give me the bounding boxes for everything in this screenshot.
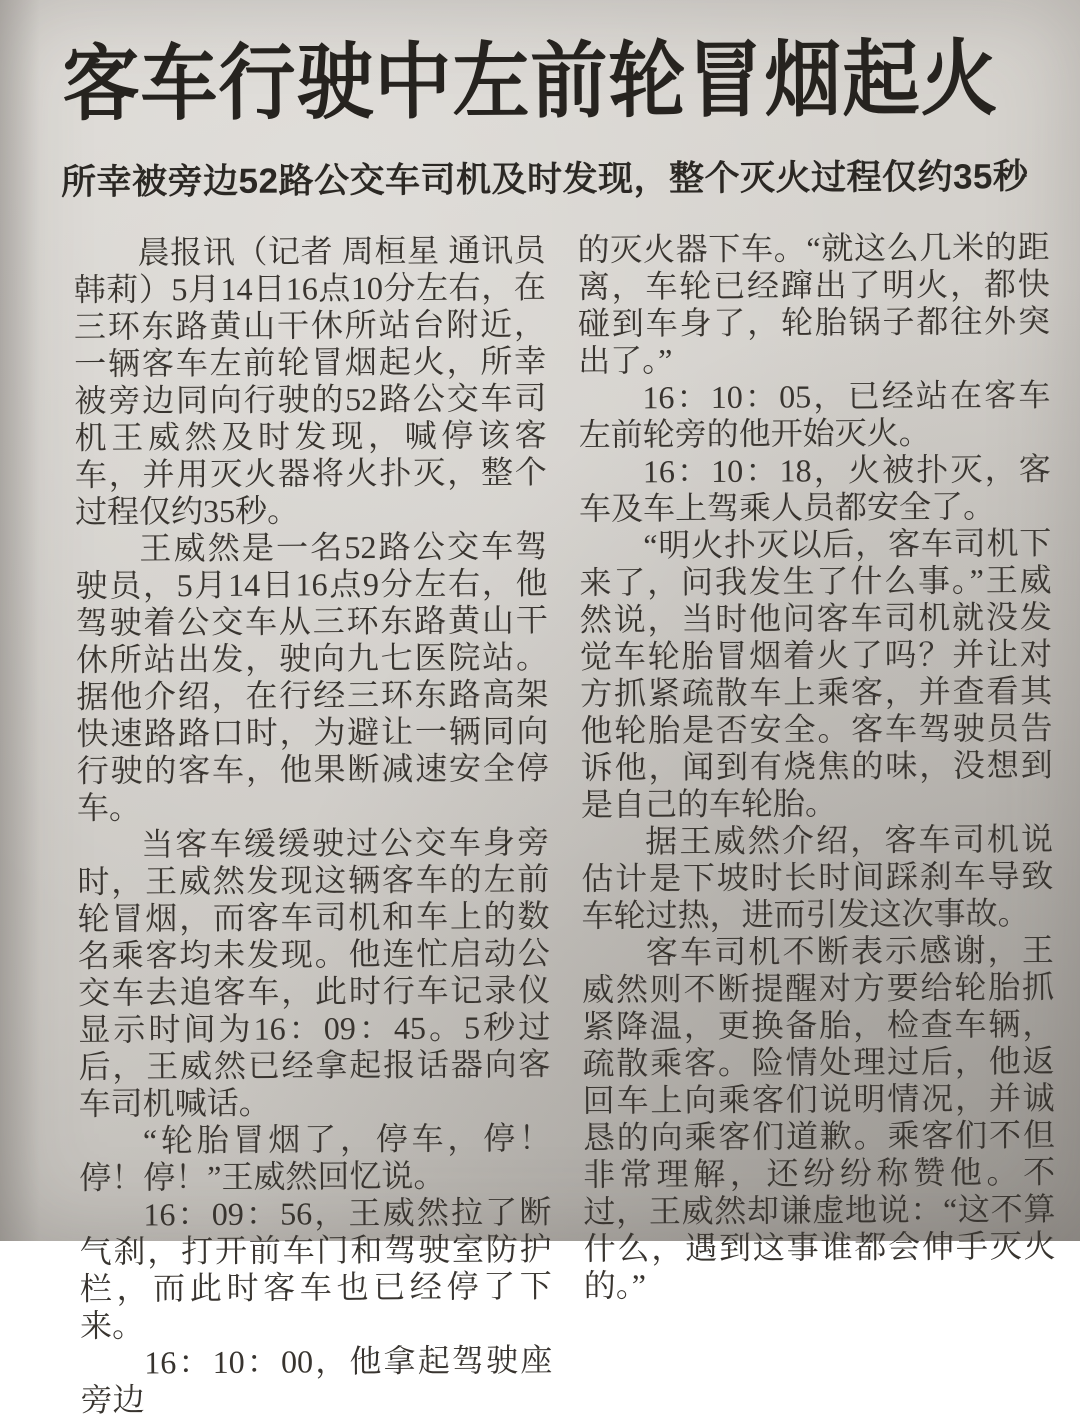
article-subheadline: 所幸被旁边52路公交车司机及时发现，整个灭火过程仅约35秒 <box>60 157 1029 203</box>
article-headline: 客车行驶中左前轮冒烟起火 <box>62 32 999 132</box>
paragraph: 当客车缓缓驶过公交车身旁时，王威然发现这辆客车的左前轮冒烟，而客车司机和车上的数名乘客均未发现。他连忙启动公交车去追客车，此时行车记录仪显示时间为16：09：45。5秒过后，王威然已经拿起报话器向客车司机喊话。 <box>77 824 551 1123</box>
paragraph-timeline: 16：10：18，火被扑灭，客车及车上驾乘人员都安全了。 <box>579 451 1051 528</box>
paragraph-continuation: 的灭火器下车。“就这么几米的距离，车轮已经蹿出了明火，都快碰到车身了，轮胎锅子都往外突出了。” <box>577 229 1051 380</box>
paragraph-quote: “轮胎冒烟了，停车，停！停！停！”王威然回忆说。 <box>79 1120 552 1197</box>
paragraph-timeline: 16：10：05，已经站在客车左前轮旁的他开始灭火。 <box>578 377 1051 454</box>
left-column <box>73 232 552 1419</box>
paragraph-closing: 客车司机不断表示感谢，王威然则不断提醒对方要给轮胎抓紧降温，更换备胎，检查车辆，疏散乘客。险情处理过后，他返回车上向乘客们说明情况，并诚恳的向乘客们道歉。乘客们不但非常理解，还纷纷称赞他。不过，王威然却谦虚地说：“这不算什么，遇到这事谁都会伸手灭火的。” <box>581 932 1056 1305</box>
paragraph: 王威然是一名52路公交车驾驶员，5月14日16点9分左右，他驾驶着公交车从三环东路黄山干休所站出发，驶向九七医院站。据他介绍，在行经三环东路高架快速路路口时，为避让一辆同向行驶的客车，他果断减速安全停车。 <box>75 528 549 827</box>
right-column <box>577 229 1056 1416</box>
paragraph-lede: 晨报讯（记者 周桓星 通讯员 韩莉）5月14日16点10分左右，在三环东路黄山干休所站台附近，一辆客车左前轮冒烟起火，所幸被旁边同向行驶的52路公交车司机王威然及时发现，喊停该客车，并用灭火器将火扑灭，整个过程仅约35秒。 <box>73 232 547 531</box>
paragraph-quote: “明火扑灭以后，客车司机下来了，问我发生了什么事。”王威然说，当时他问客车司机就没发觉车轮胎冒烟着火了吗？并让对方抓紧疏散车上乘客，并查看其他轮胎是否安全。客车驾驶员告诉他，闻到有烧焦的味，没想到是自己的车轮胎。 <box>579 525 1053 824</box>
paragraph: 据王威然介绍，客车司机说估计是下坡时长时间踩刹车导致车轮过热，进而引发这次事故。 <box>581 821 1054 935</box>
paragraph-timeline: 16：10：00，他拿起驾驶座旁边 <box>80 1342 553 1419</box>
paragraph-timeline: 16：09：56，王威然拉了断气刹，打开前车门和驾驶室防护栏，而此时客车也已经停了下来。 <box>79 1194 552 1345</box>
